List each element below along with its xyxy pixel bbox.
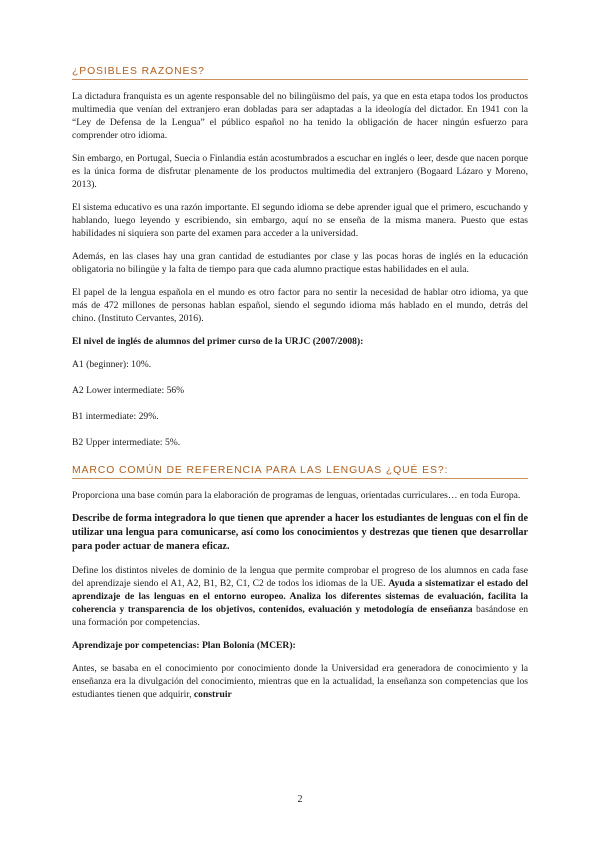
levels-title: El nivel de inglés de alumnos del primer curso de la URJC (2007/2008): — [72, 336, 364, 347]
niveles-text-end: basándose en una formación por competencias. — [72, 604, 529, 628]
antes-text-bold: construir — [193, 689, 232, 700]
paragraph-describe: Describe de forma integradora lo que tienen que aprender a hacer los estudiantes de lenguas con el fin de utilizar una lengua para comunicarse, así como los conocimientos y destrezas que tienen que desarrollar para poder actuar de manera eficaz. — [72, 513, 528, 552]
section-heading-marco: MARCO COMÚN DE REFERENCIA PARA LAS LENGUAS ¿QUÉ ES?: — [72, 465, 528, 479]
antes-text-regular: Antes, se basaba en el conocimiento por conocimiento donde la Universidad era generadora de conocimiento y la enseñanza era la divulgación del conocimiento, mientras que en la actualidad, la enseñanza son competencias que los estudiantes tienen que adquirir, — [72, 663, 528, 700]
paragraph-niveles — [72, 564, 528, 629]
paragraph-lengua-espanola: El papel de la lengua española en el mundo es otro factor para no sentir la necesidad de hablar otro idioma, ya que más de 472 millones de personas hablan español, siendo el segundo idioma más hablado en el mundo, detrás del chino. (Instituto Cervantes, 2016). — [72, 287, 528, 324]
level-item-b1: B1 intermediate: 29%. — [72, 411, 159, 422]
paragraph-base-comun: Proporciona una base común para la elaboración de programas de lenguas, orientadas curriculares… en toda Europa. — [72, 490, 521, 501]
level-item-a1: A1 (beginner): 10%. — [72, 359, 152, 370]
paragraph-portugal: Sin embargo, en Portugal, Suecia o Finlandia están acostumbrados a escuchar en inglés o leer, desde que nacen porque es la única forma de disfrutar plenamente de los productos multimedia del extranjero (Bogaard Lázaro y Moreno, 2013). — [72, 153, 528, 190]
paragraph-clases: Además, en las clases hay una gran cantidad de estudiantes por clase y las pocas horas de inglés en la educación obligatoria no bilingüe y la falta de tiempo para que cada alumno practique estas habilidades en el aula. — [72, 251, 528, 275]
niveles-text-bold: Ayuda a sistematizar el estado del aprendizaje de las lenguas en el entorno europeo. Analiza los diferentes sistemas de evaluación, facilita la coherencia y transparencia de los objetivos, contenidos, evaluación y metodología de enseñanza — [72, 578, 528, 615]
paragraph-antes — [72, 662, 528, 701]
paragraph-sistema-educativo: El sistema educativo es una razón importante. El segundo idioma se debe aprender igual que el primero, escuchando y hablando, luego leyendo y escribiendo, sin embargo, aquí no se enseña de la misma manera. Puesto que estas habilidades ni siquiera son parte del examen para acceder a la universidad. — [72, 202, 528, 239]
level-item-a2: A2 Lower intermediate: 56% — [72, 385, 185, 396]
paragraph-dictadura: La dictadura franquista es un agente responsable del no bilingüismo del país, ya que en esta etapa todos los productos multimedia que venían del extranjero eran dobladas para ser adaptadas a la ideología del dictador. En 1941 con la “Ley de Defensa de la Lengua” el público español no ha tenido la obligación de hacer ningún esfuerzo para comprender otro idioma. — [72, 91, 528, 141]
page-content — [72, 66, 528, 711]
niveles-text-regular: Define los distintos niveles de dominio de la lengua que permite comprobar el progreso de los alumnos en cada fase del aprendizaje siendo el A1, A2, B1, B2, C1, C2 de todos los idiomas de la UE. — [72, 565, 528, 589]
paragraph-competencias-title: Aprendizaje por competencias: Plan Bolonia (MCER): — [72, 640, 296, 651]
level-item-b2: B2 Upper intermediate: 5%. — [72, 437, 181, 448]
section-heading-razones: ¿POSIBLES RAZONES? — [72, 66, 528, 80]
page-number: 2 — [297, 794, 303, 805]
